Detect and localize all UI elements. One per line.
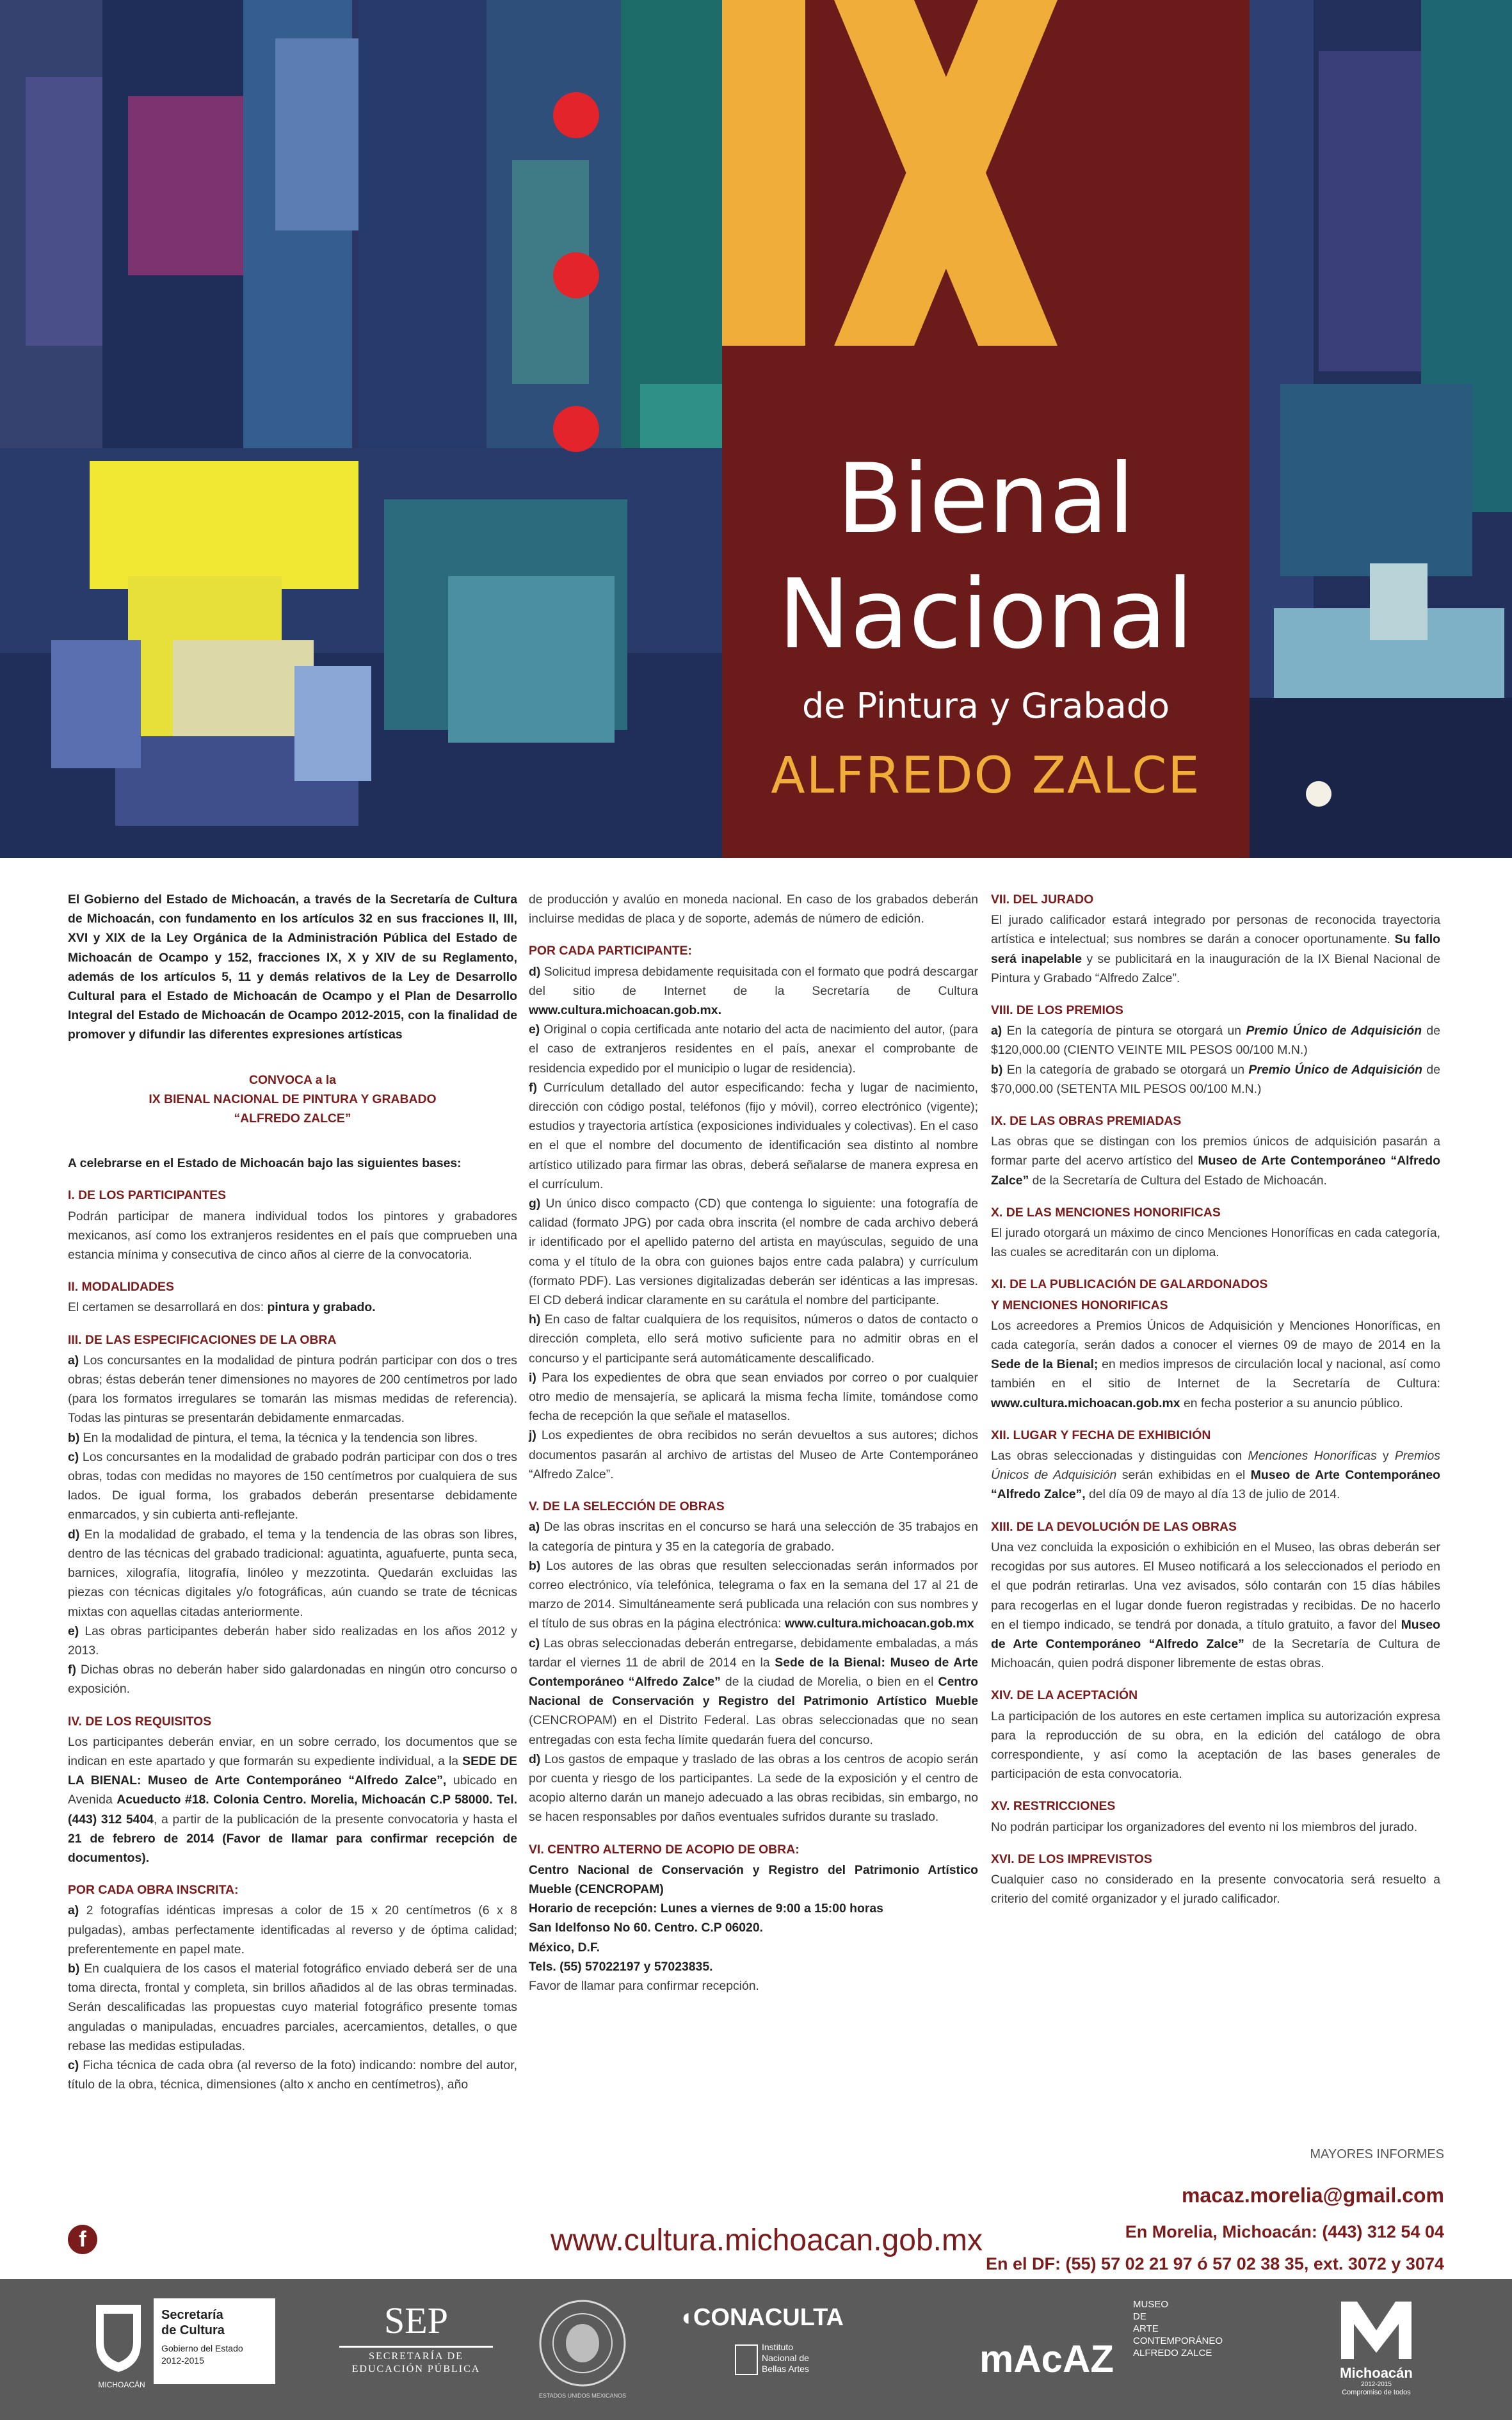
sel-c: c) Las obras seleccionadas deberán entregarse, debidamente embaladas, a más tardar el viernes 11 de abril de 2014 en la Sede de la Bienal: Museo de Arte Contemporáneo “Alfredo Zalce” de la ciudad de Morelia, o bien en el Centro Nacional de Conservación y Registro del Patrimonio Artístico Mueble (CENCROPAM) en el Distrito Federal. Las obras seleccionadas que no sean entregadas con esta fecha límite quedarán fuera del concurso. (529, 1636, 978, 1747)
title-nacional: Nacional (778, 559, 1194, 670)
heading-participantes: I. DE LOS PARTICIPANTES (68, 1188, 227, 1203)
macaz-line-1: MUSEO (1133, 2299, 1169, 2310)
centro-horario: Horario de recepción: Lunes a viernes de 9:00 a 15:00 horas (529, 1901, 883, 1916)
logo-sep (333, 2298, 499, 2401)
secretaria-line-4: 2012-2015 (161, 2355, 204, 2366)
spec-d: d) En la modalidad de grabado, el tema y la tendencia de las obras son libres, dentro de las técnicas del grabado tradicional: aguatinta, aguafuerte, punta seca, barnices, xilografía, litografía, linóleo y mezzotinta. Quedarán excluidas las piezas con técnicas digitales y/o fotográficas, aún cuando se trate de técnicas mixtas con aquellas citadas anteriormente. (68, 1527, 517, 1619)
centro-name: Centro Nacional de Conservación y Registro del Patrimonio Artístico Mueble (CENCROPAM) (529, 1862, 978, 1896)
jurado-text: El jurado calificador estará integrado por personas de reconocida trayectoria artística e intelectual; sus nombres se darán a conocer oportunamente. Su fallo será inapelable y se publicitará en la inauguración de la IX Bienal Nacional de Pintura y Grabado “Alfredo Zalce”. (991, 913, 1440, 985)
inba-line-1: Instituto (762, 2342, 794, 2352)
sep-line-2: EDUCACIÓN PÚBLICA (351, 2364, 481, 2375)
title-panel (722, 0, 1250, 858)
heading-especificaciones: III. DE LAS ESPECIFICACIONES DE LA OBRA (68, 1332, 337, 1347)
secretaria-box (154, 2298, 275, 2384)
macaz-line-2: DE (1133, 2311, 1146, 2322)
conaculta-title: ◖CONACULTA (679, 2304, 844, 2331)
modalidades-text: El certamen se desarrollará en dos: pintura y grabado. (68, 1300, 376, 1315)
logo-michoacan (1331, 2298, 1421, 2401)
contact-df-phone: En el DF: (55) 57 02 21 97 ó 57 02 38 35, ext. 3072 y 3074 (986, 2254, 1444, 2273)
michoacan-m-icon (1338, 2298, 1415, 2362)
convoca-line-3: “ALFREDO ZALCE” (234, 1111, 351, 1126)
requisitos-text: Los participantes deberán enviar, en un sobre cerrado, los documentos que se indican en este apartado y que formarán su expediente individual, a la SEDE DE LA BIENAL: Museo de Arte Contemporáneo “Alfredo Zalce”, ubicado en Avenida Acueducto #18. Colonia Centro. Morelia, Michoacán C.P 58000. Tel. (443) 312 5404, a partir de la publicación de la presente convocatoria y hasta el 21 de febrero de 2014 (Favor de llamar para confirmar recepción de documentos). (68, 1734, 517, 1865)
inba-line-2: Nacional de (762, 2353, 809, 2363)
req-j: j) Los expedientes de obra recibidos no serán devueltos a sus autores; dichos documentos pasarán al archivo de artistas del Museo de Arte Contemporáneo “Alfredo Zalce”. (529, 1428, 979, 1481)
sel-b: b) Los autores de las obras que resulten seleccionadas serán informados por correo electrónico, vía telefónica, telegrama o fax en la semana del 17 al 21 de marzo de 2014. Simultáneamente será publicada una relación con sus nombres y el título de sus obras en la página electrónica: www.cultura.michoacan.gob.mx (529, 1558, 978, 1631)
sep-title: SEP (384, 2300, 448, 2341)
heading-seleccion: V. DE LA SELECCIÓN DE OBRAS (529, 1499, 725, 1514)
title-alfredo-zalce: ALFREDO ZALCE (771, 747, 1201, 805)
devolucion-text: Una vez concluida la exposición o exhibición en el Museo, las obras deberán ser recogidas por sus autores. El Museo notificará a los seleccionados el periodo en el que podrán retirarlas. Una vez avisados, sólo contarán con 15 días hábiles para recogerlas en el lugar donde fueron registradas y recibidas. De no hacerlo en el tiempo indicado, se tendrá por donada, a título gratuito, a favor del Museo de Arte Contemporáneo “Alfredo Zalce” de la Secretaría de Cultura de Michoacán, quien podrá disponer libremente de estas obras. (991, 1540, 1440, 1671)
req-e: e) Original o copia certificada ante notario del acta de nacimiento del autor, (para el caso de extranjeros residentes en el país, anexar el comprobante de residencia expedido por el municipio o lugar de residencia). (529, 1022, 978, 1076)
conaculta-c-icon: ◖ (679, 2304, 693, 2331)
contact-morelia-phone: En Morelia, Michoacán: (443) 312 54 04 (1125, 2222, 1444, 2241)
lugar-fecha-text: Las obras seleccionadas y distinguidas con Menciones Honoríficas y Premios Únicos de Adquisición serán exhibidas en el Museo de Arte Contemporáneo “Alfredo Zalce”, del día 09 de mayo al día 13 de julio de 2014. (991, 1449, 1441, 1502)
obras-premiadas-text: Las obras que se distingan con los premios únicos de adquisición pasarán a formar parte del acervo artístico del Museo de Arte Contemporáneo “Alfredo Zalce” de la Secretaría de Cultura del Estado de Michoacán. (991, 1134, 1440, 1188)
sel-d: d) Los gastos de empaque y traslado de las obras a los centros de acopio serán por cuenta y riesgo de los participantes. La sede de la exposición y el centro de acopio alterno darán un manejo adecuado a las obras recibidas, sin embargo, no se hacen responsables por daños eventuales sufridos durante su traslado. (529, 1752, 978, 1825)
obra-a: a) 2 fotografías idénticas impresas a color de 15 x 20 centímetros (6 x 8 pulgadas), ambas perfectamente identificadas al reverso y de óptima calidad; preferentemente en papel mate. (68, 1903, 517, 1956)
roman-numeral-ix (722, 0, 1058, 346)
premio-b: b) En la categoría de grabado se otorgará un Premio Único de Adquisición de $70,000.00 (SETENTA MIL PESOS 00/100 M.N.) (991, 1062, 1440, 1096)
website-link[interactable]: www.cultura.michoacan.gob.mx (551, 2223, 983, 2257)
heading-obras-premiadas: IX. DE LAS OBRAS PREMIADAS (991, 1114, 1182, 1129)
spec-e: e) Las obras participantes deberán haber sido realizadas en los años 2012 y 2013. (68, 1624, 517, 1658)
sponsor-footer (0, 2279, 1512, 2420)
macaz-line-4: CONTEMPORÁNEO (1133, 2335, 1223, 2346)
sep-divider (339, 2346, 493, 2348)
heading-premios: VIII. DE LOS PREMIOS (991, 1003, 1123, 1018)
macaz-line-3: ARTE (1133, 2323, 1159, 2334)
michoacan-slogan: Compromiso de todos (1342, 2389, 1411, 2396)
heading-publicacion-2: Y MENCIONES HONORIFICAS (991, 1298, 1168, 1312)
logo-secretaria-cultura (90, 2298, 275, 2401)
title-subtitle: de Pintura y Grabado (801, 686, 1170, 726)
menciones-text: El jurado otorgará un máximo de cinco Menciones Honoríficas en cada categoría, las cuales se acreditarán con un diploma. (991, 1226, 1440, 1260)
heading-jurado: VII. DEL JURADO (991, 892, 1094, 907)
obra-b: b) En cualquiera de los casos el material fotográfico enviado deberá ser de una toma directa, frontal y completa, sin brillos añadidos al de las obras terminadas. Serán descalificadas las propuestas cuyo material fotográfico presente tomas anguladas o manipuladas, encuadres parciales, acercamientos, detalles, o que rebase las medidas estipuladas. (68, 1961, 517, 2053)
logo-conaculta (679, 2298, 858, 2401)
heading-requisitos: IV. DE LOS REQUISITOS (68, 1714, 212, 1729)
spec-a: a) Los concursantes en la modalidad de pintura podrán participar con dos o tres obras; éstas deberán tener dimensiones no mayores de 200 centímetros por lado (para los formatos irregulares se tomarán las mismas medidas de referencia). Todas las pinturas se presentarán debidamente enmarcadas. (68, 1353, 517, 1426)
req-h: h) En caso de faltar cualquiera de los requisitos, números o datos de contacto o dirección completa, ello será motivo suficiente para no admitir obras en el concurso y el participante será automáticamente descalificado. (529, 1312, 978, 1366)
title-bienal: Bienal (837, 444, 1135, 555)
logo-macaz (979, 2298, 1223, 2401)
heading-aceptacion: XIV. DE LA ACEPTACIÓN (991, 1688, 1138, 1703)
macaz-name-block (1133, 2298, 1223, 2359)
inba-columns-icon (735, 2344, 758, 2375)
convoca-line-2: IX BIENAL NACIONAL DE PINTURA Y GRABADO (149, 1092, 437, 1106)
participantes-text: Podrán participar de manera individual todos los pintores y grabadores mexicanos, así como los extranjeros residentes en el país que comprueben una estancia mínima y consecutiva de cinco años al cierre de la convocatoria. (68, 1209, 517, 1262)
aceptacion-text: La participación de los autores en este certamen implica su autorización expresa para la reproducción de su obra, en la edición del catálogo de obra correspondiente, y así como la aceptación de las bases generales de participación de esta convocatoria. (991, 1709, 1440, 1782)
facebook-icon[interactable]: f (68, 2225, 97, 2254)
logo-escudo-nacional (535, 2298, 631, 2401)
obra-c: c) Ficha técnica de cada obra (al reverso de la foto) indicando: nombre del autor, título de la obra, técnica, dimensiones (alto x ancho en centímetros), año (68, 2058, 517, 2092)
convoca-line-1: CONVOCA a la (248, 1072, 337, 1087)
req-i: i) Para los expedientes de obra que sean enviados por correo o por cualquier otro medio de mensajería, se aplicará la misma fecha límite, tomándose como fecha de recepción la que señale el matasellos. (529, 1370, 978, 1424)
inba-line-3: Bellas Artes (762, 2364, 809, 2374)
heading-por-cada-obra: POR CADA OBRA INSCRITA: (68, 1883, 239, 1898)
secretaria-line-1: Secretaría (161, 2308, 223, 2322)
intro-paragraph: El Gobierno del Estado de Michoacán, a través de la Secretaría de Cultura de Michoacán, con fundamento en los artículos 32 en sus fracciones II, III, XVI y XIX de la Ley Orgánica de la Administración Pública del Estado de Michoacán de Ocampo y 152, fracciones IX, X y XIV de su Reglamento, además de los artículos 5, 11 y demás relativos de la Ley de Desarrollo Cultural para el Estado de Michoacán de Ocampo y el Plan de Desarrollo Integral del Estado de Michoacán de Ocampo 2012-2015, con la finalidad de promover y difundir las diferentes expresiones artísticas (68, 892, 517, 1042)
premio-a: a) En la categoría de pintura se otorgará un Premio Único de Adquisición de $120,000.00 (CIENTO VEINTE MIL PESOS 00/100 M.N.) (991, 1024, 1440, 1058)
macaz-line-5: ALFREDO ZALCE (1133, 2348, 1212, 2359)
heading-por-cada-participante: POR CADA PARTICIPANTE: (529, 944, 692, 958)
heading-centro-alterno: VI. CENTRO ALTERNO DE ACOPIO DE OBRA: (529, 1842, 800, 1857)
michoacan-title: Michoacán (1340, 2365, 1413, 2381)
heading-devolucion: XIII. DE LA DEVOLUCIÓN DE LAS OBRAS (991, 1519, 1237, 1534)
celebrarse-text: A celebrarse en el Estado de Michoacán bajo las siguientes bases: (68, 1156, 462, 1171)
heading-menciones: X. DE LAS MENCIONES HONORIFICAS (991, 1205, 1221, 1220)
heading-modalidades: II. MODALIDADES (68, 1280, 174, 1295)
centro-city: México, D.F. (529, 1940, 600, 1955)
michoacan-shield-icon (90, 2298, 147, 2375)
inba-block (762, 2342, 809, 2375)
column-1 (68, 890, 517, 2094)
spec-c: c) Los concursantes en la modalidad de grabado podrán participar con dos o tres obras, todas con medidas no mayores de 150 centímetros por cualquiera de sus lados. De igual forma, los grabados deberán presentarse debidamente enmarcados, y sin cubierta anti-reflejante. (68, 1449, 517, 1522)
centro-address: San Idelfonso No 60. Centro. C.P 06020. (529, 1921, 764, 1935)
contact-block (986, 2145, 1444, 2277)
publicacion-text: Los acreedores a Premios Únicos de Adquisición y Menciones Honoríficas, en cada categoría, serán dados a conocer el viernes 09 de mayo de 2014 en la Sede de la Bienal; en medios impresos de circulación local y nacional, así como también en el sitio de Internet de la Secretaría de Cultura: www.cultura.michoacan.gob.mx en fecha posterior a su anuncio público. (991, 1318, 1440, 1410)
seal-text: ESTADOS UNIDOS MEXICANOS (538, 2392, 627, 2399)
macaz-title: mAcAZ (979, 2337, 1114, 2380)
imprevistos-text: Cualquier caso no considerado en la presente convocatoria será resuelto a criterio del comité organizador y el jurado calificador. (991, 1872, 1440, 1907)
req-f: f) Currículum detallado del autor especificando: fecha y lugar de nacimiento, dirección con código postal, teléfonos (fijo y móvil), correo electrónico (vigente); estudios y trayectoria artística (exposiciones individuales y colectivas). En el caso en el que el nombre del documento de identificación sea distinto al nombre artístico utilizado para firmar las obras, deberá señalarse de manera expresa en el currículum. (529, 1080, 978, 1191)
sel-a: a) De las obras inscritas en el concurso se hará una selección de 35 trabajos en la categoría de pintura y 35 en la categoría de grabado. (529, 1520, 978, 1554)
col2-continuation: de producción y avalúo en moneda nacional. En caso de los grabados deberán incluirse medidas de placa y de soporte, además de número de edición. (529, 892, 978, 926)
heading-publicacion: XI. DE LA PUBLICACIÓN DE GALARDONADOS (991, 1277, 1268, 1292)
req-d: d) Solicitud impresa debidamente requisitada con el formato que podrá descargar del sitio de Internet de la Secretaría de Cultura www.cultura.michoacan.gob.mx. (529, 964, 978, 1018)
column-3 (991, 890, 1440, 1916)
centro-note: Favor de llamar para confirmar recepción. (529, 1978, 759, 1993)
restricciones-text: No podrán participar los organizadores del evento ni los miembros del jurado. (991, 1819, 1418, 1834)
heading-imprevistos: XVI. DE LOS IMPREVISTOS (991, 1851, 1152, 1866)
heading-lugar-fecha: XII. LUGAR Y FECHA DE EXHIBICIÓN (991, 1428, 1211, 1442)
mexico-seal-icon (535, 2298, 631, 2388)
centro-tels: Tels. (55) 57022197 y 57023835. (529, 1959, 713, 1974)
spec-f: f) Dichas obras no deberán haber sido galardonadas en ningún otro concurso o exposición. (68, 1663, 517, 1697)
heading-restricciones: XV. RESTRICCIONES (991, 1799, 1116, 1814)
column-2 (529, 890, 978, 1996)
sep-line-1: SECRETARÍA DE (369, 2351, 463, 2362)
spec-b: b) En la modalidad de pintura, el tema, la técnica y la tendencia son libres. (68, 1430, 478, 1445)
secretaria-line-3: Gobierno del Estado (161, 2343, 243, 2353)
michoacan-years: 2012-2015 (1361, 2381, 1392, 2388)
secretaria-line-2: de Cultura (161, 2323, 225, 2337)
contact-email[interactable]: macaz.morelia@gmail.com (1181, 2184, 1444, 2207)
mayores-informes: MAYORES INFORMES (1310, 2147, 1444, 2161)
michoacan-label: MICHOACÁN (98, 2380, 145, 2389)
req-g: g) Un único disco compacto (CD) que contenga lo siguiente: una fotografía de calidad (formato JPG) por cada obra inscrita (el nombre de cada archivo deberá ir identificado por el apellido paterno del artista en mayúsculas, seguido de una coma y el título de la obra con guiones bajos entre cada palabra) y currículum (formato PDF). Las versiones digitalizadas deberán ser idénticas a las impresas. El CD deberá indicar claramente en su carátula el nombre del participante. (529, 1197, 978, 1308)
hero-banner (0, 0, 1512, 858)
